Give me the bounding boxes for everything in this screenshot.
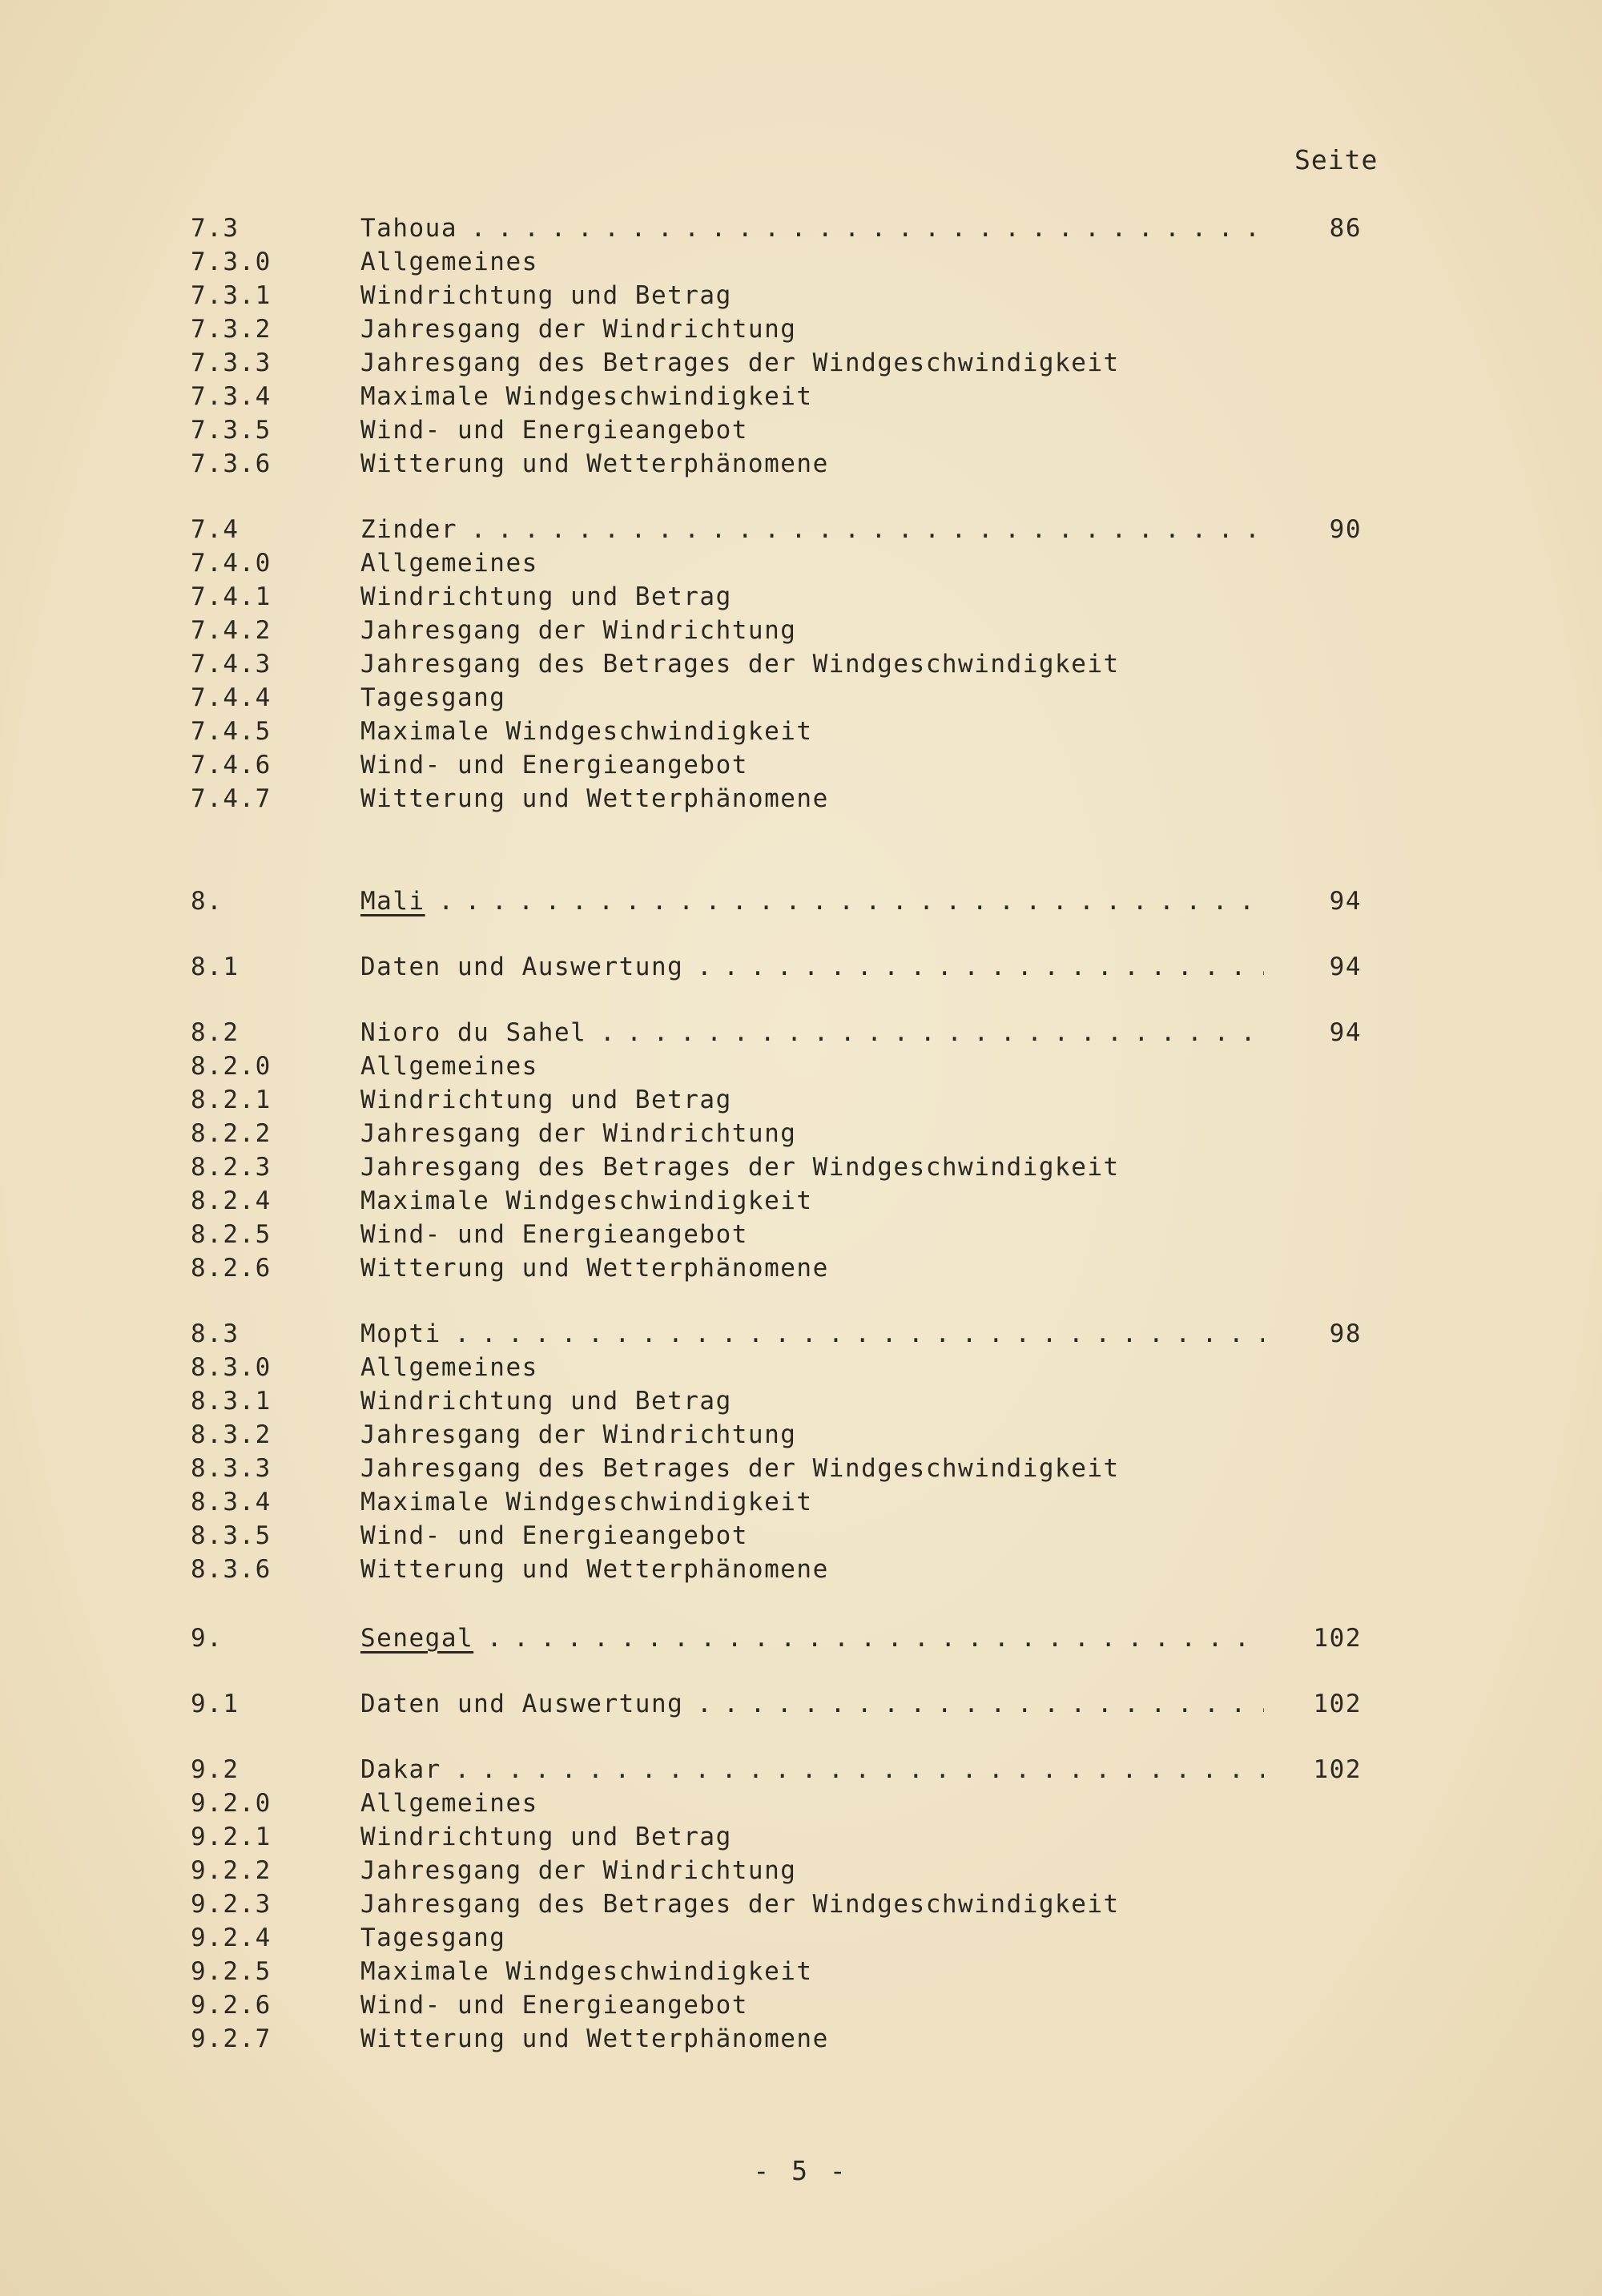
toc-entry-title (360, 513, 1264, 546)
toc-section (0, 1016, 1602, 1285)
toc-entry-title (360, 447, 829, 481)
toc-entry-title-text: Windrichtung und Betrag (360, 1086, 732, 1114)
toc-entry-title (360, 312, 796, 346)
section-gap (0, 1586, 1602, 1621)
toc-entry-page: 94 (1329, 887, 1362, 916)
toc-entry (0, 748, 1602, 782)
toc-entry-number: 7.4.4 (191, 683, 272, 712)
toc-entry (0, 1083, 1602, 1117)
toc-entry-title (360, 380, 813, 413)
toc-entry-title (360, 1452, 1120, 1485)
toc-entry-page: 102 (1313, 1690, 1362, 1718)
toc-entry (0, 1384, 1602, 1418)
toc-entry-title (360, 413, 748, 447)
toc-entry (0, 580, 1602, 614)
toc-entry (0, 782, 1602, 816)
toc-entry-title-text: Maximale Windgeschwindigkeit (360, 1488, 813, 1517)
toc-entry (0, 380, 1602, 413)
toc-section (0, 950, 1602, 984)
toc-entry-title-text: Jahresgang des Betrages der Windgeschwindigkeit (360, 1153, 1120, 1182)
toc-entry-title-text: Mali (360, 887, 425, 916)
toc-entry (0, 1150, 1602, 1184)
toc-entry-number: 9.1 (191, 1690, 239, 1718)
toc-entry-title-text: Nioro du Sahel (360, 1018, 587, 1047)
toc-entry-number: 7.4.6 (191, 751, 272, 779)
toc-entry-number: 8.3.3 (191, 1454, 272, 1483)
toc-entry (0, 546, 1602, 580)
toc-entry (0, 1921, 1602, 1955)
toc-entry-title-text: Witterung und Wetterphänomene (360, 1555, 829, 1584)
toc-entry (0, 1184, 1602, 1218)
toc-entry-number: 9.2.1 (191, 1823, 272, 1851)
toc-entry-title (360, 1485, 813, 1519)
toc-entry-title-text: Windrichtung und Betrag (360, 281, 732, 310)
toc-entry-title-text: Maximale Windgeschwindigkeit (360, 1957, 813, 1986)
toc-entry-title (360, 1251, 829, 1285)
toc-entry-title (360, 580, 732, 614)
toc-entry-title (360, 1854, 796, 1887)
toc-entry-title-text: Jahresgang des Betrages der Windgeschwindigkeit (360, 1890, 1120, 1919)
toc-entry-number: 8.2.4 (191, 1186, 272, 1215)
toc-entry-number: 8.3.1 (191, 1387, 272, 1416)
toc-entry-number: 8.3 (191, 1319, 239, 1348)
toc-section (0, 513, 1602, 816)
toc-entry-page: 102 (1313, 1755, 1362, 1784)
toc-entry-title (360, 1687, 1264, 1721)
toc-entry-title (360, 1786, 538, 1820)
toc-entry-title-text: Daten und Auswertung (360, 1690, 684, 1718)
toc-entry-title-text: Jahresgang der Windrichtung (360, 1119, 797, 1148)
toc-entry-title-text: Wind- und Energieangebot (360, 1521, 748, 1550)
toc-entry-title-text: Zinder (360, 515, 457, 544)
toc-entry-number: 9.2.2 (191, 1856, 272, 1885)
toc-entry (0, 413, 1602, 447)
toc-entry-number: 9. (191, 1624, 223, 1653)
toc-entry (0, 1753, 1602, 1786)
toc-entry-title-text: Jahresgang der Windrichtung (360, 616, 797, 645)
toc-entry-title-text: Jahresgang des Betrages der Windgeschwindigkeit (360, 650, 1120, 679)
toc-entry-title (360, 1150, 1120, 1184)
toc-entry-title-text: Windrichtung und Betrag (360, 1823, 732, 1851)
toc-entry-number: 7.3 (191, 214, 239, 243)
toc-entry-title (360, 1621, 1264, 1655)
toc-entry (0, 1016, 1602, 1049)
toc-entry (0, 614, 1602, 647)
section-gap (0, 481, 1602, 513)
toc-entry-title (360, 1887, 1120, 1921)
toc-entry (0, 279, 1602, 312)
toc-entry-number: 8.2.5 (191, 1220, 272, 1249)
toc-entry-number: 9.2.4 (191, 1923, 272, 1952)
toc-entry-number: 9.2.0 (191, 1789, 272, 1818)
section-gap (0, 1285, 1602, 1317)
toc-entry-title (360, 1049, 538, 1083)
toc-entry-title (360, 681, 505, 715)
toc-entry (0, 1820, 1602, 1854)
toc-entry-title-text: Witterung und Wetterphänomene (360, 784, 829, 813)
toc-entry-title-text: Windrichtung und Betrag (360, 582, 732, 611)
page-column-header: Seite (1294, 144, 1379, 175)
toc-entry-number: 7.3.6 (191, 449, 272, 478)
toc-entry-title-text: Allgemeines (360, 1789, 538, 1818)
section-gap (0, 984, 1602, 1016)
toc-entry-title (360, 748, 748, 782)
toc-section (0, 1687, 1602, 1721)
toc-entry-title-text: Tagesgang (360, 683, 506, 712)
toc-section (0, 1317, 1602, 1586)
toc-entry-title (360, 279, 732, 312)
toc-entry-title (360, 1317, 1264, 1351)
toc-entry-title-text: Jahresgang des Betrages der Windgeschwindigkeit (360, 1454, 1120, 1483)
section-gap (0, 1655, 1602, 1687)
toc-entry-number: 7.4.0 (191, 549, 272, 578)
toc-entry-page: 102 (1313, 1624, 1362, 1653)
toc-entry-title (360, 782, 829, 816)
toc-entry-title-text: Witterung und Wetterphänomene (360, 1254, 829, 1283)
toc-entry-page: 94 (1329, 953, 1362, 981)
toc-entry-title-text: Allgemeines (360, 1353, 538, 1382)
toc-entry-title (360, 647, 1120, 681)
toc-entry (0, 950, 1602, 984)
toc-entry-title (360, 1820, 732, 1854)
toc-entry (0, 2022, 1602, 2056)
toc-entry-page: 94 (1329, 1018, 1362, 1047)
toc-entry (0, 1452, 1602, 1485)
toc-entry-title-text: Tagesgang (360, 1923, 506, 1952)
toc-entry (0, 647, 1602, 681)
toc-entry-title (360, 1384, 732, 1418)
toc-entry (0, 245, 1602, 279)
toc-entry-title-text: Maximale Windgeschwindigkeit (360, 1186, 813, 1215)
toc-entry-number: 9.2 (191, 1755, 239, 1784)
toc-entry (0, 447, 1602, 481)
toc-entry-title (360, 1921, 505, 1955)
toc-entry (0, 884, 1602, 918)
toc-entry-title (360, 1753, 1264, 1786)
toc-entry-number: 8.2 (191, 1018, 239, 1047)
toc-entry (0, 312, 1602, 346)
toc-entry-title-text: Jahresgang des Betrages der Windgeschwindigkeit (360, 348, 1120, 377)
toc-entry (0, 1955, 1602, 1988)
toc-section (0, 1753, 1602, 2056)
toc-entry-title-text: Allgemeines (360, 549, 538, 578)
toc-entry (0, 1887, 1602, 1921)
toc-entry-number: 9.2.3 (191, 1890, 272, 1919)
toc-entry-number: 9.2.6 (191, 1991, 272, 2020)
toc-entry (0, 715, 1602, 748)
toc-entry-number: 8.3.2 (191, 1420, 272, 1449)
toc-entry-number: 7.3.4 (191, 382, 272, 411)
toc-entry (0, 1854, 1602, 1887)
toc-entry-number: 7.3.0 (191, 248, 272, 276)
toc-entry (0, 1553, 1602, 1586)
toc-entry-title-text: Mopti (360, 1319, 441, 1348)
toc-entry-title (360, 1519, 748, 1553)
toc-entry-title (360, 1988, 748, 2022)
toc-entry-title-text: Wind- und Energieangebot (360, 1220, 748, 1249)
toc-entry-title-text: Windrichtung und Betrag (360, 1387, 732, 1416)
toc-section (0, 211, 1602, 481)
toc-entry-title-text: Allgemeines (360, 248, 538, 276)
toc-entry-number: 8. (191, 887, 223, 916)
toc-entry-number: 7.4.5 (191, 717, 272, 746)
toc-entry-number: 8.3.0 (191, 1353, 272, 1382)
toc-entry-number: 7.3.1 (191, 281, 272, 310)
toc-entry-title (360, 884, 1264, 918)
toc-entry (0, 681, 1602, 715)
toc-entry-number: 8.2.2 (191, 1119, 272, 1148)
toc-entry (0, 346, 1602, 380)
toc-entry (0, 513, 1602, 546)
toc-entry-title (360, 245, 538, 279)
toc-entry-number: 7.3.2 (191, 315, 272, 344)
toc-entry-title (360, 1117, 796, 1150)
toc-entry-number: 8.3.4 (191, 1488, 272, 1517)
toc-entry-title (360, 1184, 813, 1218)
toc-entry-number: 8.2.6 (191, 1254, 272, 1283)
toc-entry-title-text: Dakar (360, 1755, 441, 1784)
toc-entry (0, 1786, 1602, 1820)
table-of-contents (0, 211, 1602, 2056)
toc-entry-title-text: Allgemeines (360, 1052, 538, 1081)
toc-entry-number: 7.4.3 (191, 650, 272, 679)
section-gap (0, 816, 1602, 884)
toc-entry-title-text: Witterung und Wetterphänomene (360, 2024, 829, 2053)
toc-entry-title (360, 1955, 813, 1988)
toc-entry (0, 211, 1602, 245)
toc-entry-title (360, 1016, 1264, 1049)
toc-entry-title-text: Wind- und Energieangebot (360, 751, 748, 779)
section-gap (0, 918, 1602, 950)
toc-entry-title-text: Jahresgang der Windrichtung (360, 1856, 797, 1885)
toc-entry-number: 7.4.1 (191, 582, 272, 611)
toc-entry (0, 1485, 1602, 1519)
toc-entry-number: 9.2.7 (191, 2024, 272, 2053)
toc-entry-number: 9.2.5 (191, 1957, 272, 1986)
toc-entry (0, 1117, 1602, 1150)
toc-entry-title (360, 1218, 748, 1251)
toc-entry-title-text: Daten und Auswertung (360, 953, 684, 981)
toc-entry (0, 1251, 1602, 1285)
toc-entry-number: 7.4 (191, 515, 239, 544)
toc-entry-title-text: Wind- und Energieangebot (360, 1991, 748, 2020)
toc-entry-number: 8.2.3 (191, 1153, 272, 1182)
toc-entry-number: 8.1 (191, 953, 239, 981)
toc-entry-title-text: Jahresgang der Windrichtung (360, 315, 797, 344)
toc-entry-number: 8.3.6 (191, 1555, 272, 1584)
toc-entry (0, 1351, 1602, 1384)
toc-entry-number: 7.3.5 (191, 416, 272, 445)
toc-entry-page: 86 (1329, 214, 1362, 243)
toc-entry (0, 1988, 1602, 2022)
toc-entry-title (360, 1083, 732, 1117)
toc-entry (0, 1687, 1602, 1721)
toc-entry (0, 1418, 1602, 1452)
page-number: - 5 - (753, 2155, 849, 2186)
toc-entry (0, 1317, 1602, 1351)
toc-entry-title (360, 1351, 538, 1384)
toc-entry-page: 98 (1329, 1319, 1362, 1348)
toc-entry-number: 8.2.1 (191, 1086, 272, 1114)
toc-entry-number: 8.2.0 (191, 1052, 272, 1081)
toc-entry-title-text: Jahresgang der Windrichtung (360, 1420, 797, 1449)
toc-section (0, 884, 1602, 918)
toc-entry-title (360, 546, 538, 580)
toc-entry-title (360, 715, 813, 748)
toc-entry-title (360, 346, 1120, 380)
toc-entry-page: 90 (1329, 515, 1362, 544)
toc-entry-number: 7.3.3 (191, 348, 272, 377)
toc-entry-title-text: Witterung und Wetterphänomene (360, 449, 829, 478)
toc-entry-title (360, 2022, 829, 2056)
toc-entry-number: 7.4.7 (191, 784, 272, 813)
toc-entry-title (360, 950, 1264, 984)
toc-entry-number: 7.4.2 (191, 616, 272, 645)
toc-entry-title (360, 614, 796, 647)
toc-entry (0, 1519, 1602, 1553)
toc-entry-title (360, 1553, 829, 1586)
toc-entry-title-text: Maximale Windgeschwindigkeit (360, 382, 813, 411)
toc-entry-number: 8.3.5 (191, 1521, 272, 1550)
section-gap (0, 1721, 1602, 1753)
toc-entry-title (360, 1418, 796, 1452)
toc-entry (0, 1049, 1602, 1083)
toc-entry (0, 1621, 1602, 1655)
toc-entry-title-text: Tahoua (360, 214, 457, 243)
toc-entry-title-text: Wind- und Energieangebot (360, 416, 748, 445)
toc-entry-title-text: Senegal (360, 1624, 474, 1653)
toc-section (0, 1621, 1602, 1655)
toc-entry (0, 1218, 1602, 1251)
toc-entry-title-text: Maximale Windgeschwindigkeit (360, 717, 813, 746)
toc-entry-title (360, 211, 1264, 245)
